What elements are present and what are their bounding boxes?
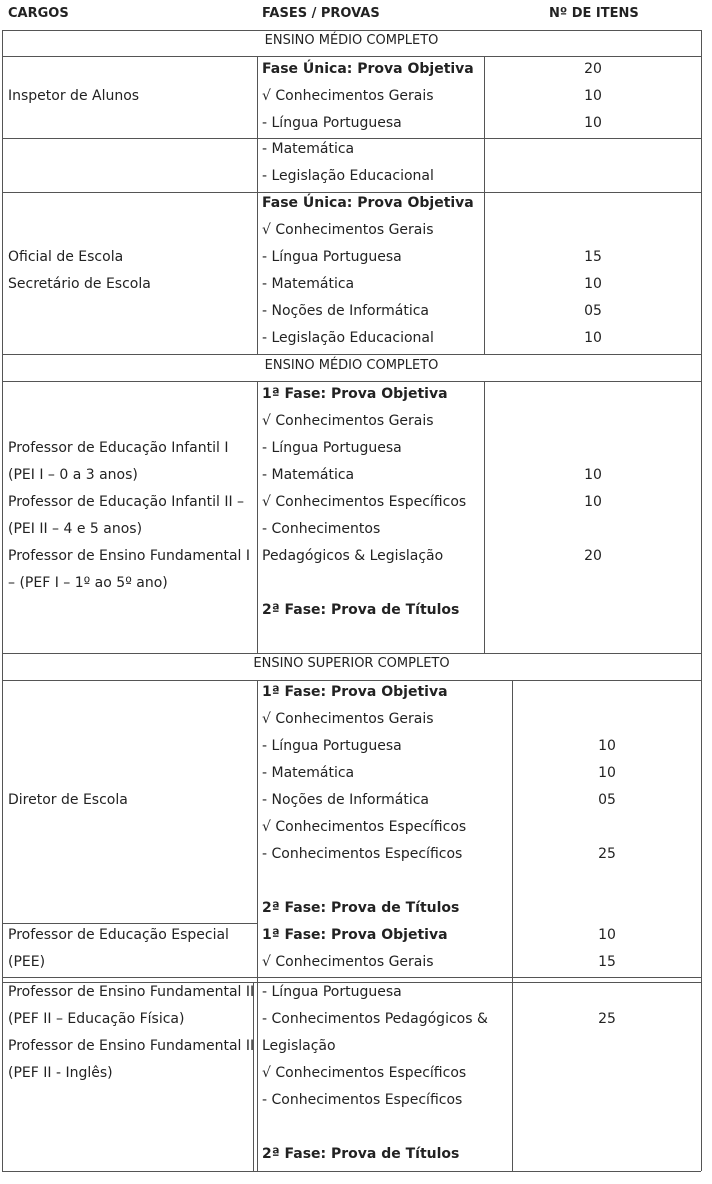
fase-label: 1ª Fase: Prova Objetiva <box>262 927 448 943</box>
itens-value: 10 <box>584 115 602 131</box>
fase-item: √ Conhecimentos Gerais <box>262 88 434 104</box>
cargo-pef-2-ed-fisica: Professor de Ensino Fundamental II <box>8 984 255 1000</box>
fase-item: - Noções de Informática <box>262 792 429 808</box>
itens-value: 20 <box>584 61 602 77</box>
fase-label: Fase Única: Prova Objetiva <box>262 195 474 211</box>
fase-item: - Noções de Informática <box>262 303 429 319</box>
itens-value: 05 <box>598 792 616 808</box>
itens-value: 15 <box>584 249 602 265</box>
itens-value: 25 <box>598 1011 616 1027</box>
fase-item: - Língua Portuguesa <box>262 115 402 131</box>
cargo-pei-1-detalhe: (PEI I – 0 a 3 anos) <box>8 467 138 483</box>
itens-value: 15 <box>598 954 616 970</box>
fase-item: - Conhecimentos Pedagógicos & <box>262 1011 488 1027</box>
cargo-secretario-escola: Secretário de Escola <box>8 276 151 292</box>
cargo-pef-1-detalhe: – (PEF I – 1º ao 5º ano) <box>8 575 168 591</box>
itens-value: 10 <box>584 276 602 292</box>
itens-value: 10 <box>598 927 616 943</box>
fase-item: Legislação <box>262 1038 336 1054</box>
cargo-oficial-escola: Oficial de Escola <box>8 249 124 265</box>
cargo-pef-1: Professor de Ensino Fundamental I <box>8 548 251 564</box>
fase-item: Pedagógicos & Legislação <box>262 548 444 564</box>
fase-item: √ Conhecimentos Gerais <box>262 413 434 429</box>
itens-value: 25 <box>598 846 616 862</box>
cargo-pee-detalhe: (PEE) <box>8 954 46 970</box>
header-itens: Nº DE ITENS <box>549 6 639 21</box>
fase-item: - Legislação Educacional <box>262 330 434 346</box>
fase-item: - Matemática <box>262 467 355 483</box>
fase-item: √ Conhecimentos Específicos <box>262 1065 467 1081</box>
fase-label: 2ª Fase: Prova de Títulos <box>262 1146 460 1162</box>
itens-value: 10 <box>598 738 616 754</box>
section-title-superior: ENSINO SUPERIOR COMPLETO <box>253 656 450 671</box>
fase-item: - Matemática <box>262 765 355 781</box>
itens-value: 10 <box>584 88 602 104</box>
fase-item: - Matemática <box>262 276 355 292</box>
fase-item: - Língua Portuguesa <box>262 249 402 265</box>
itens-value: 10 <box>584 467 602 483</box>
cargo-diretor-escola: Diretor de Escola <box>8 792 128 808</box>
fase-item: - Conhecimentos Específicos <box>262 1092 463 1108</box>
fase-item: √ Conhecimentos Gerais <box>262 954 434 970</box>
cargo-pei-2: Professor de Educação Infantil II – <box>8 494 245 510</box>
itens-value: 10 <box>598 765 616 781</box>
itens-value: 10 <box>584 330 602 346</box>
section-title-medio-2: ENSINO MÉDIO COMPLETO <box>264 358 439 373</box>
fase-item: √ Conhecimentos Gerais <box>262 222 434 238</box>
fase-item: √ Conhecimentos Gerais <box>262 711 434 727</box>
fase-item: √ Conhecimentos Específicos <box>262 819 467 835</box>
fase-item: - Língua Portuguesa <box>262 440 402 456</box>
fase-item: - Língua Portuguesa <box>262 984 402 1000</box>
itens-value: 20 <box>584 548 602 564</box>
fase-item: - Conhecimentos Específicos <box>262 846 463 862</box>
header-cargos: CARGOS <box>8 6 69 21</box>
cargo-pef-2-ingles-detalhe: (PEF II - Inglês) <box>8 1065 113 1081</box>
header-fases: FASES / PROVAS <box>262 6 380 21</box>
cargo-pei-2-detalhe: (PEI II – 4 e 5 anos) <box>8 521 143 537</box>
fase-item: - Conhecimentos <box>262 521 381 537</box>
fase-item: √ Conhecimentos Específicos <box>262 494 467 510</box>
fase-label: 1ª Fase: Prova Objetiva <box>262 386 448 402</box>
fase-item: - Matemática <box>262 141 355 157</box>
fase-item: - Legislação Educacional <box>262 168 434 184</box>
fase-label: 2ª Fase: Prova de Títulos <box>262 602 460 618</box>
fase-label: 1ª Fase: Prova Objetiva <box>262 684 448 700</box>
itens-value: 05 <box>584 303 602 319</box>
cargo-pei-1: Professor de Educação Infantil I <box>8 440 229 456</box>
cargo-inspetor-alunos: Inspetor de Alunos <box>8 88 140 104</box>
itens-value: 10 <box>584 494 602 510</box>
cargo-pee: Professor de Educação Especial <box>8 927 229 943</box>
cargo-pef-2-ingles: Professor de Ensino Fundamental II <box>8 1038 255 1054</box>
section-title-medio-1: ENSINO MÉDIO COMPLETO <box>264 33 439 48</box>
fase-label: 2ª Fase: Prova de Títulos <box>262 900 460 916</box>
fase-item: - Língua Portuguesa <box>262 738 402 754</box>
fase-label: Fase Única: Prova Objetiva <box>262 61 474 77</box>
cargo-pef-2-ed-fisica-detalhe: (PEF II – Educação Física) <box>8 1011 185 1027</box>
